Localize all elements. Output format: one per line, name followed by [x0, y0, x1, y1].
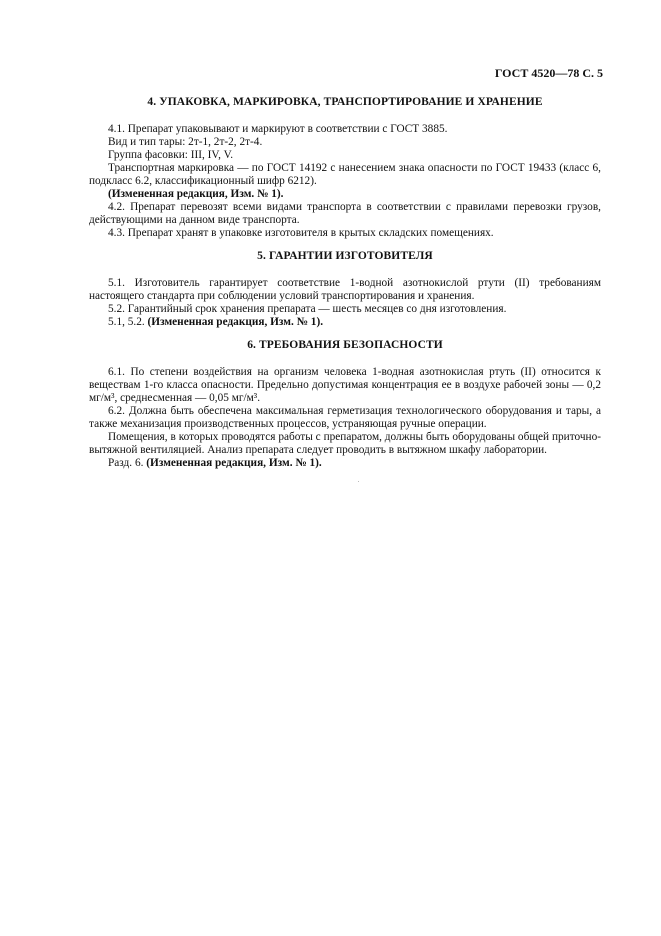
amendment-line: [89, 316, 601, 329]
paragraph: 4.3. Препарат хранят в упаковке изготовителя в крытых складских помещениях.: [108, 227, 494, 239]
paragraph: Транспортная маркировка — по ГОСТ 14192 с нанесением знака опасности по ГОСТ 19433 (класс 6, подкласс 6.2, классификационный шифр 6212).: [89, 162, 601, 187]
page-header: ГОСТ 4520—78 С. 5: [494, 66, 603, 80]
amendment-note: (Измененная редакция, Изм. № 1).: [146, 457, 322, 469]
section-title: 5. ГАРАНТИИ ИЗГОТОВИТЕЛЯ: [257, 250, 433, 262]
document-body: [89, 96, 601, 480]
paragraph: 4.1. Препарат упаковывают и маркируют в соответствии с ГОСТ 3885.: [108, 123, 448, 135]
paragraph: Помещения, в которых проводятся работы с препаратом, должны быть оборудованы общей приточно-вытяжной вентиляцией. Анализ препарата следует проводить в вытяжном шкафу лаборатории.: [89, 431, 601, 456]
section-title: 6. ТРЕБОВАНИЯ БЕЗОПАСНОСТИ: [247, 339, 443, 351]
section-warranty: [89, 250, 601, 329]
amendment-note: (Измененная редакция, Изм. № 1).: [108, 188, 284, 200]
amendment-note: (Измененная редакция, Изм. № 1).: [147, 316, 324, 328]
paragraph: 4.2. Препарат перевозят всеми видами транспорта в соответствии с правилами перевозки грузов, действующими на данном виде транспорта.: [89, 201, 601, 226]
amendment-ref: 5.1, 5.2.: [108, 316, 145, 328]
paragraph: 6.2. Должна быть обеспечена максимальная герметизация технологического оборудования и тары, а также механизация производственных процессов, устраняющая ручные операции.: [89, 405, 601, 430]
paragraph: 5.1. Изготовитель гарантирует соответствие 1-водной азотнокислой ртути (II) требованиям настоящего стандарта при соблюдении условий транспортирования и хранения.: [89, 277, 601, 302]
scan-speck: [358, 481, 359, 482]
section-packaging: [89, 96, 601, 240]
paragraph: 6.1. По степени воздействия на организм человека 1-водная азотнокислая ртуть (II) относится к веществам 1-го класса опасности. Предельно допустимая концентрация ее в воздухе рабочей зоны — 0,2 мг/м³, среднесменная — 0,05 мг/м³.: [89, 366, 601, 404]
amendment-ref: Разд. 6.: [108, 457, 144, 469]
section-safety: [89, 339, 601, 470]
paragraph: Вид и тип тары: 2т-1, 2т-2, 2т-4.: [108, 136, 263, 148]
amendment-line: [89, 457, 601, 470]
section-title: 4. УПАКОВКА, МАРКИРОВКА, ТРАНСПОРТИРОВАНИЕ И ХРАНЕНИЕ: [147, 96, 543, 108]
paragraph: Группа фасовки: III, IV, V.: [108, 149, 234, 161]
paragraph: 5.2. Гарантийный срок хранения препарата — шесть месяцев со дня изготовления.: [108, 303, 507, 315]
